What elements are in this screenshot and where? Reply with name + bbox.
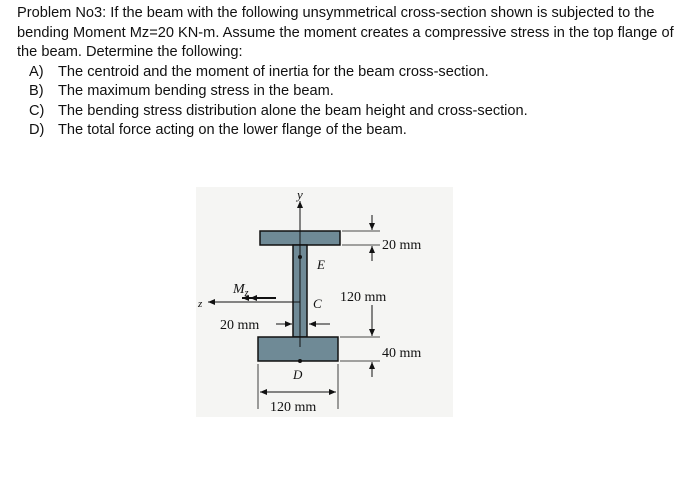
bottom-flange [258,337,338,361]
moment-subscript: z [244,288,249,299]
web-height-dimension: 120 mm [340,290,387,305]
moment-symbol: M [233,282,245,297]
z-axis-label: z [198,298,203,310]
problem-statement [17,4,693,141]
y-axis-label: y [297,187,303,202]
part-letter: D) [29,122,45,138]
web-thickness-label: 20 mm [220,318,260,333]
cross-section-diagram [196,187,453,417]
beam-cross-section-figure [196,187,453,417]
centroid-c-label: C [313,296,322,311]
point-e-marker [298,255,302,259]
problem-intro: Problem No3: If the beam with the following unsymmetrical cross-section shown is subjected to the bending Moment Mz=20 KN-m. Assume the moment creates a compressive stress in the top flange of the beam. Determine the following: [17,5,674,60]
point-e-label: E [317,257,325,272]
problem-part-d [17,121,693,141]
problem-part-c [17,102,693,122]
problem-part-b [17,82,693,102]
point-d-marker [298,359,302,363]
problem-part-a [17,63,693,83]
top-flange-dimension: 20 mm [382,238,422,253]
part-letter: C) [29,102,45,119]
bottom-width-dimension: 120 mm [270,400,317,415]
part-text: The centroid and the moment of inertia for the beam cross-section. [58,63,489,80]
part-text: The bending stress distribution alone the beam height and cross-section. [58,102,528,119]
part-letter: B) [29,83,44,99]
bottom-flange-dimension: 40 mm [382,346,422,361]
part-text: The total force acting on the lower flange of the beam. [58,122,407,138]
point-d-label: D [293,367,303,382]
part-letter: A) [29,63,44,80]
problem-parts-list [17,63,693,141]
part-text: The maximum bending stress in the beam. [58,83,334,99]
